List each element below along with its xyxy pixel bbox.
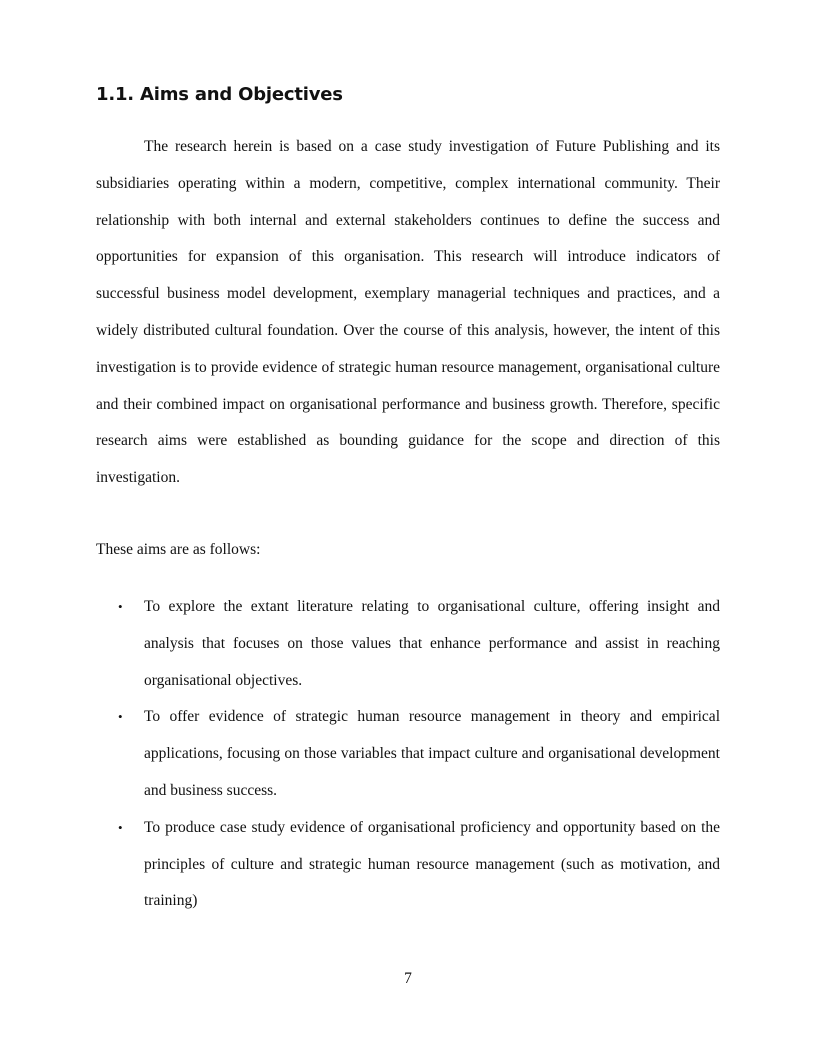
aims-list xyxy=(96,589,720,920)
list-item xyxy=(96,699,720,809)
list-item xyxy=(96,589,720,699)
aim-text: To offer evidence of strategic human resource management in theory and empirical applications, focusing on those variables that impact culture and organisational development and business success. xyxy=(144,708,720,799)
list-item xyxy=(96,810,720,920)
bullet-icon: • xyxy=(118,599,123,614)
aims-lead-paragraph: These aims are as follows: xyxy=(96,541,261,558)
aim-text: To produce case study evidence of organisational proficiency and opportunity based on the principles of culture and strategic human resource management (such as motivation, and training) xyxy=(144,818,720,910)
page-number: 7 xyxy=(404,970,412,987)
section-heading: 1.1. Aims and Objectives xyxy=(96,84,343,105)
bullet-icon: • xyxy=(118,709,123,725)
aim-text: To explore the extant literature relating to organisational culture, offering insight and analysis that focuses on those values that enhance performance and assist in reaching organisational objectives. xyxy=(144,598,720,689)
bullet-icon: • xyxy=(118,819,123,835)
intro-paragraph: The research herein is based on a case study investigation of Future Publishing and its subsidiaries operating within a modern, competitive, complex international community. Their relationship with both internal and external stakeholders continues to define the success and opportunities for expansion of this organisation. This research will introduce indicators of successful business model development, exemplary managerial techniques and practices, and a widely distributed cultural foundation. Over the course of this analysis, however, the intent of this investigation is to provide evidence of strategic human resource management, organisational culture and their combined impact on organisational performance and business growth. Therefore, specific research aims were established as bounding guidance for the scope and direction of this investigation. xyxy=(96,138,720,487)
